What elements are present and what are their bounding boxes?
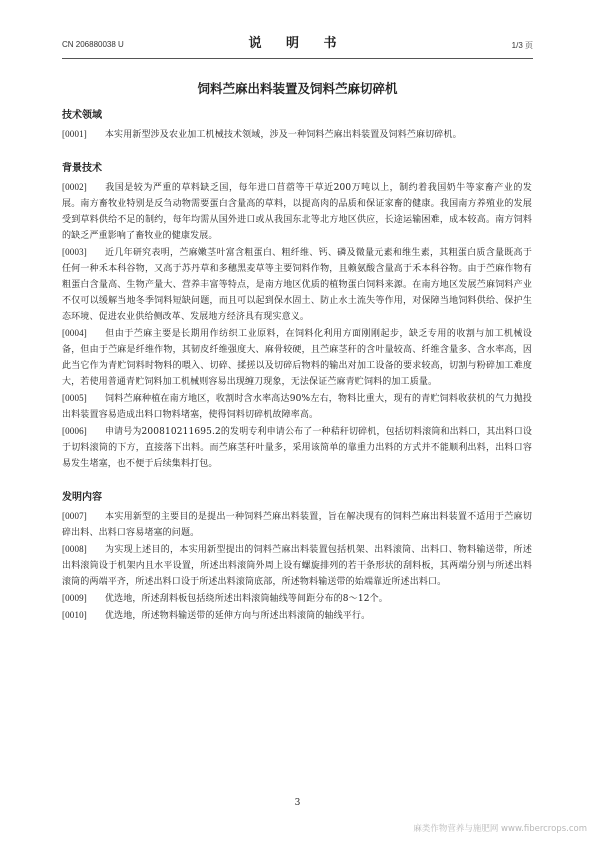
paragraph-text: 但由于苎麻主要是长期用作纺织工业原料，在饲料化利用方面刚刚起步，缺乏专用的收割与加工机械设备，但由于苎麻是纤维作物，其韧皮纤维强度大、麻骨较硬，且苎麻茎秆的含叶量较高、纤维含量多、含水率高，因此当它作为青贮饲料时物料的喂入、切碎、揉搓以及切碎后物料的输出对加工设备的要求较高，切割与粉碎加工难度大，若使用普通青贮饲料加工机械则容易出现缠刀现象，无法保证苎麻青贮饲料的加工质量。	[62, 329, 532, 387]
page-indicator: 1/3 页	[511, 41, 533, 50]
paragraph	[62, 179, 532, 244]
section-heading: 发明内容	[62, 492, 102, 503]
paragraph-number: [0005]	[62, 393, 87, 403]
section-summary	[62, 490, 532, 624]
document-type: 说 明 书	[248, 36, 347, 51]
section-technical-field	[62, 108, 532, 143]
paragraph-number: [0004]	[62, 328, 87, 338]
paragraph-number: [0001]	[62, 129, 87, 139]
paragraph-number: [0002]	[62, 182, 87, 192]
paragraph-text: 优选地，所述物料输送带的延伸方向与所述出料滚筒的轴线平行。	[104, 611, 371, 621]
document-body	[62, 108, 532, 624]
paragraph-text: 本实用新型的主要目的是提出一种饲料苎麻出料装置，旨在解决现有的饲料苎麻出料装置不适用于苎麻切碎出料、出料口容易堵塞的问题。	[62, 512, 532, 538]
paragraph	[62, 126, 532, 143]
paragraph-text: 近几年研究表明，苎麻嫩茎叶富含粗蛋白、粗纤维、钙、磷及微量元素和维生素，其粗蛋白质含量既高于任何一种禾本科谷物，又高于苏丹草和多穗黑麦草等主要饲料作物，且赖氨酸含量高于禾本科谷物。由于苎麻作物有粗蛋白含量高、生物产量大、营养丰富等特点，是南方地区优质的植物蛋白饲料来源。在南方地区发展苎麻饲料产业不仅可以缓解当地冬季饲料短缺问题，而且可以起到保水固土、防止水土流失等作用，对保障当地饲料供给、保护生态环境、促进农业供给侧改革、发展地方经济具有现实意义。	[62, 248, 532, 322]
paragraph-number: [0008]	[62, 544, 87, 554]
paragraph-number: [0003]	[62, 247, 87, 257]
paragraph	[62, 244, 532, 325]
page-header	[62, 30, 533, 56]
paragraph	[62, 590, 532, 607]
section-heading: 技术领域	[62, 110, 102, 121]
document-title: 饲料苎麻出料装置及饲料苎麻切碎机	[197, 81, 398, 96]
paragraph-number: [0007]	[62, 511, 87, 521]
page-number: 3	[294, 798, 301, 808]
paragraph-text: 申请号为200810211695.2的发明专利申请公布了一种秸秆切碎机，包括切料滚筒和出料口，其出料口设于切料滚筒的下方，直接落下出料。而苎麻茎秆叶量多，采用该简单的靠重力出料的方式并不能顺利出料，出料口容易发生堵塞，也不便于后续集料打包。	[62, 427, 533, 469]
section-heading: 背景技术	[62, 163, 102, 174]
paragraph-number: [0006]	[62, 426, 87, 436]
paragraph-text: 为实现上述目的，本实用新型提出的饲料苎麻出料装置包括机架、出料滚筒、出料口、物料输送带，所述出料滚筒设于机架内且水平设置，所述出料滚筒外周上设有螺旋排列的若干条形状的刮料板，其两端分别与所述出料滚筒的两端平齐，所述出料口设于所述出料滚筒底部，所述物料输送带的始端靠近所述出料口。	[62, 545, 532, 587]
paragraph	[62, 325, 532, 390]
patent-number: CN 206880038 U	[62, 40, 124, 49]
paragraph	[62, 390, 532, 423]
paragraph-text: 饲料苎麻种植在南方地区，收割时含水率高达90%左右，物料比重大，现有的青贮饲料收获机的气力抛投出料装置容易造成出料口物料堵塞，使得饲料切碎机故障率高。	[62, 394, 532, 420]
paragraph-text: 本实用新型涉及农业加工机械技术领域，涉及一种饲料苎麻出料装置及饲料苎麻切碎机。	[104, 130, 462, 140]
paragraph	[62, 541, 532, 590]
paragraph-text: 优选地，所述刮料板包括绕所述出料滚筒轴线等间距分布的8～12个。	[104, 594, 388, 604]
paragraph-number: [0010]	[62, 610, 87, 620]
section-background	[62, 161, 532, 472]
paragraph	[62, 508, 532, 541]
site-watermark: 麻类作物营养与施肥网 www.fibercrops.com	[413, 824, 587, 834]
header-rule	[62, 58, 533, 59]
paragraph-text: 我国是较为严重的草料缺乏国，每年进口苜蓿等干草近200万吨以上，制约着我国奶牛等家畜产业的发展。南方畜牧业特别是反刍动物需要蛋白含量高的草料，以提高肉的品质和保证家畜的健康。我国南方养殖业的发展受到草料供给不足的制约，每年均需从国外进口或从我国东北等北方地区供应，长途运输困难，成本较高。南方饲料的缺乏严重影响了畜牧业的健康发展。	[62, 183, 532, 241]
paragraph-number: [0009]	[62, 593, 87, 603]
paragraph	[62, 607, 532, 624]
paragraph	[62, 423, 532, 472]
